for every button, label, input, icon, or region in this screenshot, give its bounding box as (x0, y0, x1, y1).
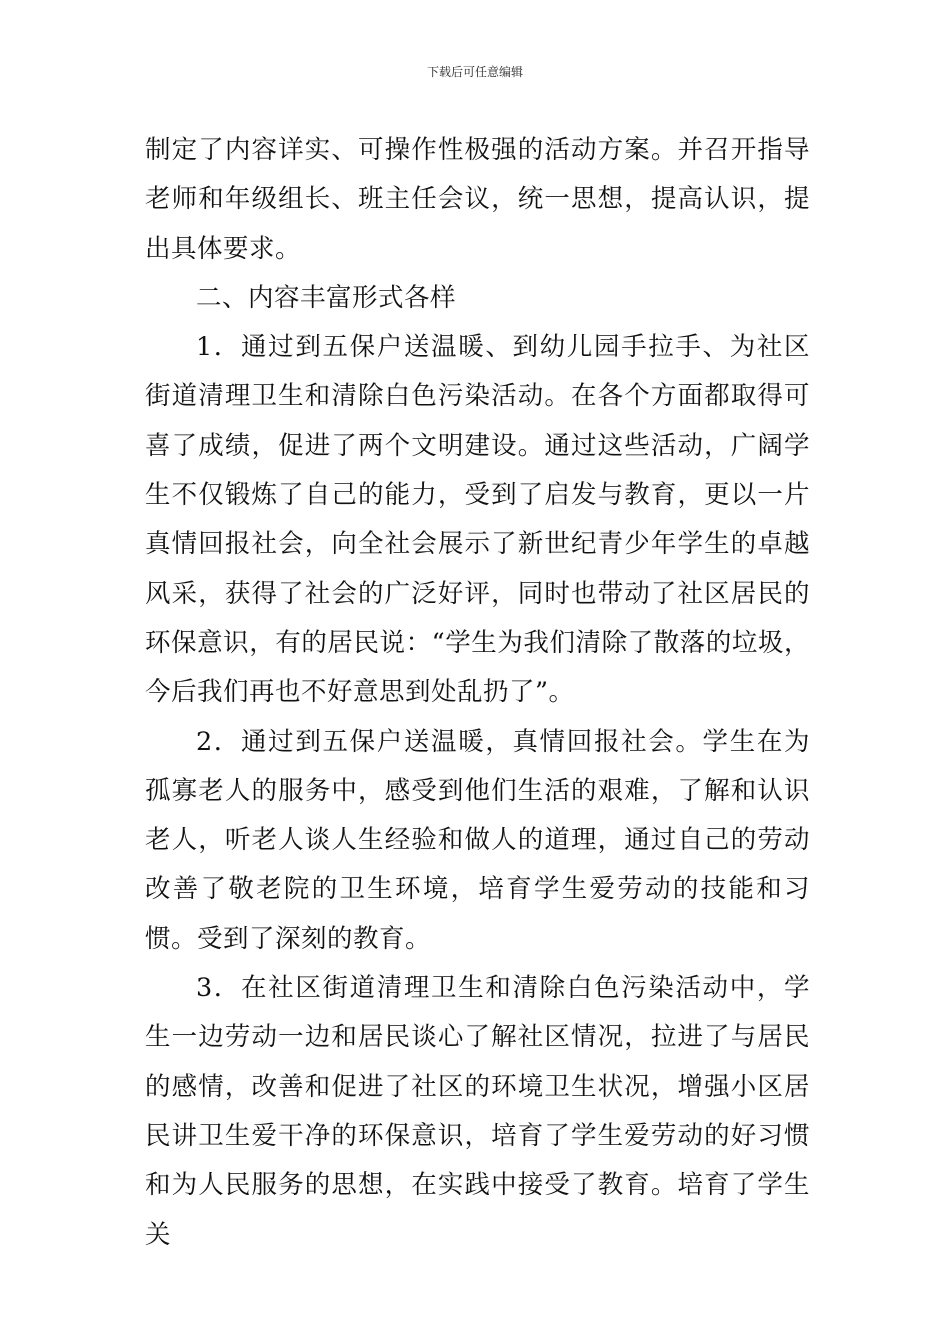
paragraph-item-3: 3．在社区街道清理卫生和清除白色污染活动中，学生一边劳动一边和居民谈心了解社区情况，拉进了与居民的感情，改善和促进了社区的环境卫生状况，增强小区居民讲卫生爱干净的环保意识，培育了学生爱劳动的好习惯和为人民服务的思想，在实践中接受了教育。培育了学生关 (145, 973, 810, 1250)
section-heading: 二、内容丰富形式各样 (196, 282, 457, 313)
document-body (145, 126, 810, 1260)
page-header: 下载后可任意编辑 (426, 65, 523, 79)
paragraph-item-1: 1．通过到五保户送温暖、到幼儿园手拉手、为社区街道清理卫生和清除白色污染活动。在各个方面都取得可喜了成绩，促进了两个文明建设。通过这些活动，广阔学生不仅锻炼了自己的能力，受到了启发与教育，更以一片真情回报社会，向全社会展示了新世纪青少年学生的卓越风采，获得了社会的广泛好评，同时也带动了社区居民的环保意识，有的居民说：“学生为我们清除了散落的垃圾，今后我们再也不好意思到处乱扔了”。 (145, 332, 810, 708)
paragraph-item-2: 2．通过到五保户送温暖，真情回报社会。学生在为孤寡老人的服务中，感受到他们生活的艰难，了解和认识老人，听老人谈人生经验和做人的道理，通过自己的劳动改善了敬老院的卫生环境，培育学生爱劳动的技能和习惯。受到了深刻的教育。 (145, 726, 810, 954)
paragraph-intro: 制定了内容详实、可操作性极强的活动方案。并召开指导老师和年级组长、班主任会议，统一思想，提高认识，提出具体要求。 (145, 135, 810, 264)
